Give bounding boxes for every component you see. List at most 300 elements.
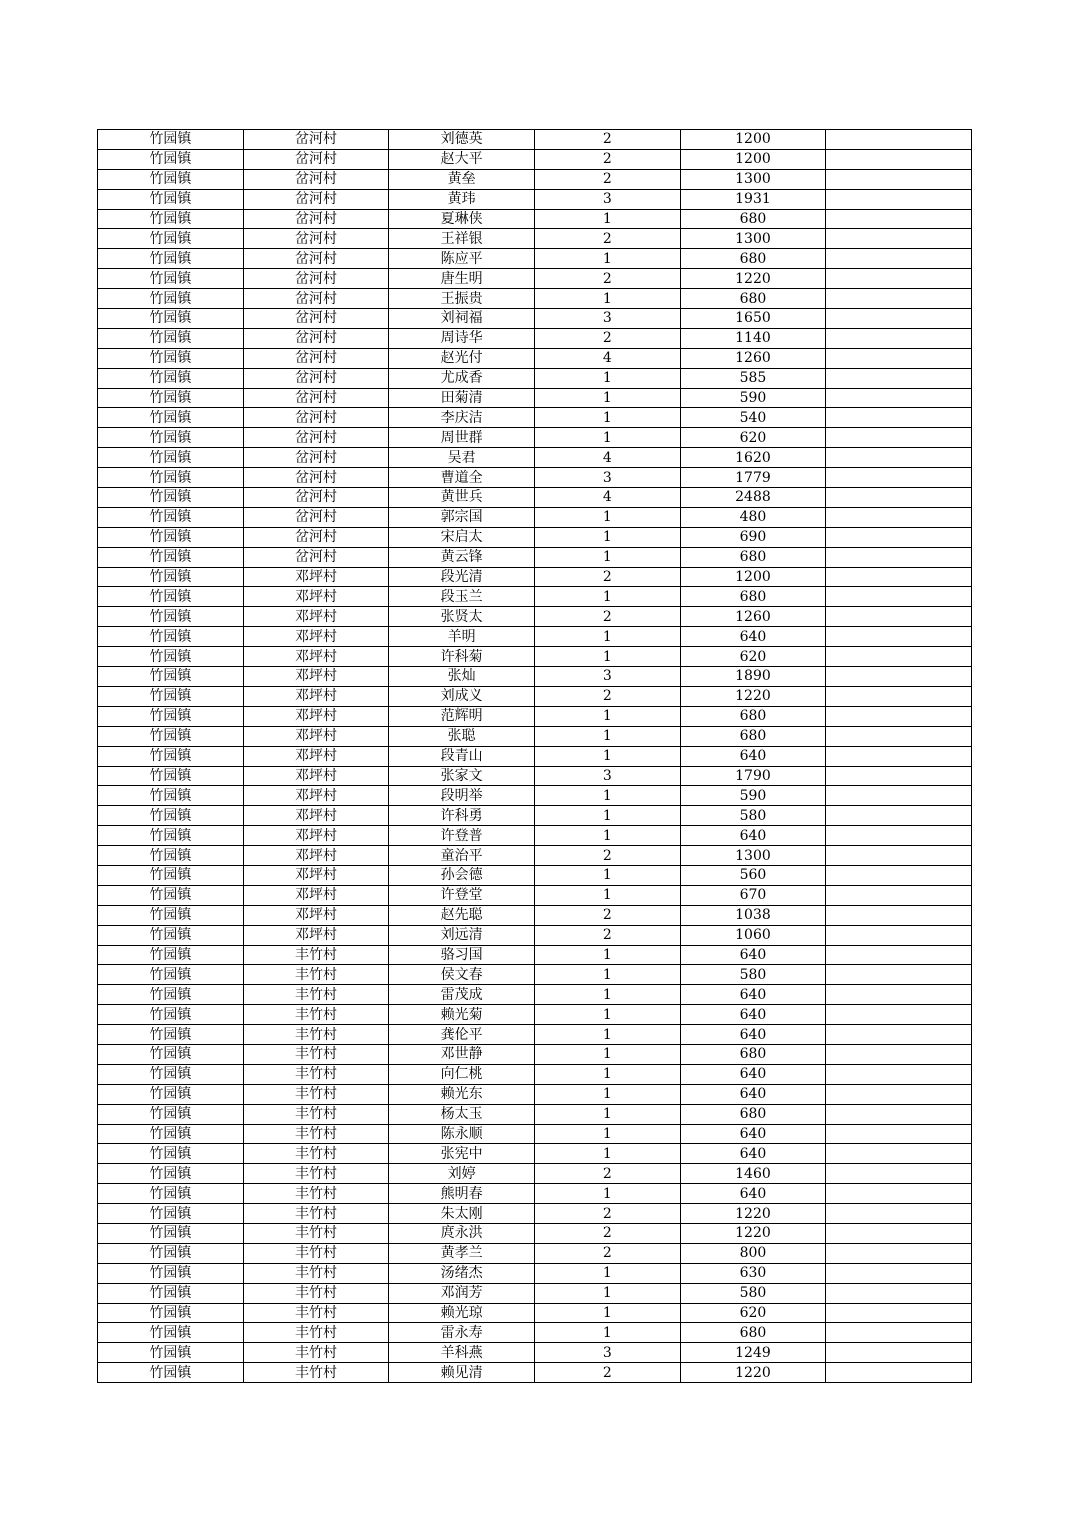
note-cell <box>826 169 972 189</box>
amount-cell: 1779 <box>680 468 826 488</box>
note-cell <box>826 567 972 587</box>
note-cell <box>826 309 972 329</box>
note-cell <box>826 428 972 448</box>
village-cell: 岔河村 <box>243 289 389 309</box>
village-cell: 邓坪村 <box>243 607 389 627</box>
household-size-cell: 4 <box>534 348 680 368</box>
table-row <box>98 1263 972 1283</box>
name-cell: 吴君 <box>389 448 535 468</box>
town-cell: 竹园镇 <box>98 1343 244 1363</box>
name-cell: 张灿 <box>389 667 535 687</box>
village-cell: 岔河村 <box>243 189 389 209</box>
town-cell: 竹园镇 <box>98 1064 244 1084</box>
village-cell: 丰竹村 <box>243 1144 389 1164</box>
amount-cell: 540 <box>680 408 826 428</box>
name-cell: 骆习国 <box>389 945 535 965</box>
table-row <box>98 746 972 766</box>
amount-cell: 1650 <box>680 309 826 329</box>
table-row <box>98 328 972 348</box>
table-row <box>98 1184 972 1204</box>
name-cell: 周诗华 <box>389 328 535 348</box>
note-cell <box>826 1184 972 1204</box>
town-cell: 竹园镇 <box>98 806 244 826</box>
town-cell: 竹园镇 <box>98 726 244 746</box>
household-size-cell: 1 <box>534 1303 680 1323</box>
note-cell <box>826 965 972 985</box>
town-cell: 竹园镇 <box>98 1124 244 1144</box>
town-cell: 竹园镇 <box>98 1144 244 1164</box>
household-size-cell: 1 <box>534 726 680 746</box>
amount-cell: 620 <box>680 647 826 667</box>
name-cell: 段玉兰 <box>389 587 535 607</box>
town-cell: 竹园镇 <box>98 766 244 786</box>
table-row <box>98 1343 972 1363</box>
village-cell: 岔河村 <box>243 348 389 368</box>
name-cell: 赖光琼 <box>389 1303 535 1323</box>
town-cell: 竹园镇 <box>98 130 244 150</box>
village-cell: 邓坪村 <box>243 786 389 806</box>
table-row <box>98 169 972 189</box>
village-cell: 丰竹村 <box>243 1044 389 1064</box>
name-cell: 向仁桃 <box>389 1064 535 1084</box>
name-cell: 许登堂 <box>389 885 535 905</box>
village-cell: 丰竹村 <box>243 1223 389 1243</box>
household-size-cell: 1 <box>534 249 680 269</box>
note-cell <box>826 1025 972 1045</box>
amount-cell: 690 <box>680 527 826 547</box>
amount-cell: 1038 <box>680 905 826 925</box>
household-size-cell: 1 <box>534 647 680 667</box>
note-cell <box>826 1303 972 1323</box>
name-cell: 田菊清 <box>389 388 535 408</box>
village-cell: 岔河村 <box>243 507 389 527</box>
note-cell <box>826 925 972 945</box>
amount-cell: 640 <box>680 627 826 647</box>
village-cell: 岔河村 <box>243 209 389 229</box>
village-cell: 岔河村 <box>243 149 389 169</box>
table-row <box>98 667 972 687</box>
household-size-cell: 1 <box>534 1064 680 1084</box>
table-row <box>98 627 972 647</box>
household-size-cell: 1 <box>534 507 680 527</box>
town-cell: 竹园镇 <box>98 1164 244 1184</box>
village-cell: 岔河村 <box>243 468 389 488</box>
town-cell: 竹园镇 <box>98 428 244 448</box>
village-cell: 丰竹村 <box>243 1064 389 1084</box>
household-size-cell: 1 <box>534 547 680 567</box>
village-cell: 邓坪村 <box>243 905 389 925</box>
amount-cell: 560 <box>680 865 826 885</box>
town-cell: 竹园镇 <box>98 925 244 945</box>
table-row <box>98 706 972 726</box>
note-cell <box>826 786 972 806</box>
table-row <box>98 1204 972 1224</box>
note-cell <box>826 388 972 408</box>
name-cell: 刘远清 <box>389 925 535 945</box>
amount-cell: 1220 <box>680 686 826 706</box>
table-row <box>98 826 972 846</box>
town-cell: 竹园镇 <box>98 249 244 269</box>
household-size-cell: 1 <box>534 289 680 309</box>
household-size-cell: 1 <box>534 965 680 985</box>
amount-cell: 585 <box>680 368 826 388</box>
table-row <box>98 1303 972 1323</box>
note-cell <box>826 289 972 309</box>
note-cell <box>826 348 972 368</box>
town-cell: 竹园镇 <box>98 1283 244 1303</box>
household-size-cell: 2 <box>534 1243 680 1263</box>
amount-cell: 1200 <box>680 567 826 587</box>
household-size-cell: 3 <box>534 766 680 786</box>
amount-cell: 680 <box>680 1104 826 1124</box>
name-cell: 曹道全 <box>389 468 535 488</box>
name-cell: 黄孝兰 <box>389 1243 535 1263</box>
amount-cell: 640 <box>680 945 826 965</box>
village-cell: 岔河村 <box>243 269 389 289</box>
household-size-cell: 1 <box>534 706 680 726</box>
note-cell <box>826 488 972 508</box>
household-size-cell: 1 <box>534 806 680 826</box>
town-cell: 竹园镇 <box>98 945 244 965</box>
household-size-cell: 1 <box>534 1283 680 1303</box>
household-size-cell: 2 <box>534 1363 680 1383</box>
note-cell <box>826 1323 972 1343</box>
table-row <box>98 1084 972 1104</box>
village-cell: 丰竹村 <box>243 1343 389 1363</box>
household-size-cell: 1 <box>534 627 680 647</box>
household-size-cell: 1 <box>534 408 680 428</box>
village-cell: 岔河村 <box>243 547 389 567</box>
name-cell: 张宪中 <box>389 1144 535 1164</box>
name-cell: 刘婷 <box>389 1164 535 1184</box>
name-cell: 尤成香 <box>389 368 535 388</box>
village-cell: 岔河村 <box>243 488 389 508</box>
village-cell: 岔河村 <box>243 448 389 468</box>
note-cell <box>826 726 972 746</box>
name-cell: 赖见清 <box>389 1363 535 1383</box>
amount-cell: 680 <box>680 1323 826 1343</box>
village-cell: 岔河村 <box>243 328 389 348</box>
note-cell <box>826 806 972 826</box>
note-cell <box>826 1064 972 1084</box>
village-cell: 邓坪村 <box>243 925 389 945</box>
name-cell: 雷永寿 <box>389 1323 535 1343</box>
town-cell: 竹园镇 <box>98 1363 244 1383</box>
table-row <box>98 428 972 448</box>
table-row <box>98 149 972 169</box>
village-cell: 岔河村 <box>243 527 389 547</box>
town-cell: 竹园镇 <box>98 468 244 488</box>
household-size-cell: 2 <box>534 130 680 150</box>
household-size-cell: 1 <box>534 1025 680 1045</box>
name-cell: 黄世兵 <box>389 488 535 508</box>
town-cell: 竹园镇 <box>98 189 244 209</box>
table-row <box>98 1005 972 1025</box>
name-cell: 赵光付 <box>389 348 535 368</box>
table-row <box>98 865 972 885</box>
table-row <box>98 1144 972 1164</box>
town-cell: 竹园镇 <box>98 209 244 229</box>
name-cell: 许科勇 <box>389 806 535 826</box>
amount-cell: 680 <box>680 289 826 309</box>
town-cell: 竹园镇 <box>98 667 244 687</box>
town-cell: 竹园镇 <box>98 388 244 408</box>
town-cell: 竹园镇 <box>98 607 244 627</box>
name-cell: 王祥银 <box>389 229 535 249</box>
household-size-cell: 4 <box>534 448 680 468</box>
table-row <box>98 587 972 607</box>
name-cell: 陈永顺 <box>389 1124 535 1144</box>
roster-table <box>97 129 972 1383</box>
amount-cell: 1620 <box>680 448 826 468</box>
table-row <box>98 1323 972 1343</box>
village-cell: 邓坪村 <box>243 806 389 826</box>
note-cell <box>826 945 972 965</box>
name-cell: 赖光菊 <box>389 1005 535 1025</box>
village-cell: 丰竹村 <box>243 1243 389 1263</box>
village-cell: 丰竹村 <box>243 1363 389 1383</box>
amount-cell: 580 <box>680 965 826 985</box>
household-size-cell: 2 <box>534 1204 680 1224</box>
village-cell: 丰竹村 <box>243 1263 389 1283</box>
village-cell: 丰竹村 <box>243 1164 389 1184</box>
town-cell: 竹园镇 <box>98 846 244 866</box>
amount-cell: 630 <box>680 1263 826 1283</box>
town-cell: 竹园镇 <box>98 865 244 885</box>
amount-cell: 680 <box>680 1044 826 1064</box>
amount-cell: 1220 <box>680 1204 826 1224</box>
table-row <box>98 209 972 229</box>
name-cell: 朱太刚 <box>389 1204 535 1224</box>
table-row <box>98 905 972 925</box>
town-cell: 竹园镇 <box>98 627 244 647</box>
amount-cell: 620 <box>680 428 826 448</box>
name-cell: 夏琳侠 <box>389 209 535 229</box>
name-cell: 黄云锋 <box>389 547 535 567</box>
household-size-cell: 2 <box>534 846 680 866</box>
household-size-cell: 3 <box>534 667 680 687</box>
household-size-cell: 2 <box>534 1164 680 1184</box>
town-cell: 竹园镇 <box>98 488 244 508</box>
amount-cell: 1200 <box>680 130 826 150</box>
note-cell <box>826 607 972 627</box>
town-cell: 竹园镇 <box>98 169 244 189</box>
amount-cell: 620 <box>680 1303 826 1323</box>
village-cell: 岔河村 <box>243 229 389 249</box>
note-cell <box>826 547 972 567</box>
town-cell: 竹园镇 <box>98 746 244 766</box>
town-cell: 竹园镇 <box>98 826 244 846</box>
town-cell: 竹园镇 <box>98 1303 244 1323</box>
note-cell <box>826 507 972 527</box>
town-cell: 竹园镇 <box>98 1104 244 1124</box>
household-size-cell: 1 <box>534 587 680 607</box>
note-cell <box>826 667 972 687</box>
town-cell: 竹园镇 <box>98 348 244 368</box>
table-row <box>98 388 972 408</box>
amount-cell: 680 <box>680 726 826 746</box>
household-size-cell: 1 <box>534 1323 680 1343</box>
table-row <box>98 965 972 985</box>
table-row <box>98 647 972 667</box>
name-cell: 邓世静 <box>389 1044 535 1064</box>
amount-cell: 1220 <box>680 269 826 289</box>
table-row <box>98 408 972 428</box>
town-cell: 竹园镇 <box>98 706 244 726</box>
table-row <box>98 885 972 905</box>
table-row <box>98 1104 972 1124</box>
town-cell: 竹园镇 <box>98 1323 244 1343</box>
household-size-cell: 2 <box>534 905 680 925</box>
name-cell: 雷茂成 <box>389 985 535 1005</box>
amount-cell: 1220 <box>680 1223 826 1243</box>
amount-cell: 640 <box>680 1124 826 1144</box>
name-cell: 黄垒 <box>389 169 535 189</box>
note-cell <box>826 1044 972 1064</box>
note-cell <box>826 368 972 388</box>
household-size-cell: 1 <box>534 885 680 905</box>
household-size-cell: 2 <box>534 169 680 189</box>
note-cell <box>826 209 972 229</box>
household-size-cell: 1 <box>534 826 680 846</box>
town-cell: 竹园镇 <box>98 448 244 468</box>
amount-cell: 640 <box>680 1064 826 1084</box>
town-cell: 竹园镇 <box>98 1184 244 1204</box>
name-cell: 陈应平 <box>389 249 535 269</box>
amount-cell: 680 <box>680 706 826 726</box>
household-size-cell: 1 <box>534 1144 680 1164</box>
note-cell <box>826 189 972 209</box>
amount-cell: 2488 <box>680 488 826 508</box>
village-cell: 岔河村 <box>243 428 389 448</box>
note-cell <box>826 985 972 1005</box>
note-cell <box>826 885 972 905</box>
amount-cell: 640 <box>680 1144 826 1164</box>
household-size-cell: 2 <box>534 269 680 289</box>
household-size-cell: 3 <box>534 468 680 488</box>
note-cell <box>826 1084 972 1104</box>
amount-cell: 1260 <box>680 348 826 368</box>
town-cell: 竹园镇 <box>98 1025 244 1045</box>
amount-cell: 1931 <box>680 189 826 209</box>
village-cell: 邓坪村 <box>243 706 389 726</box>
name-cell: 庹永洪 <box>389 1223 535 1243</box>
amount-cell: 1300 <box>680 846 826 866</box>
table-row <box>98 229 972 249</box>
village-cell: 丰竹村 <box>243 1323 389 1343</box>
name-cell: 赵大平 <box>389 149 535 169</box>
town-cell: 竹园镇 <box>98 1223 244 1243</box>
name-cell: 唐生明 <box>389 269 535 289</box>
town-cell: 竹园镇 <box>98 1243 244 1263</box>
name-cell: 刘德英 <box>389 130 535 150</box>
amount-cell: 640 <box>680 985 826 1005</box>
name-cell: 许登普 <box>389 826 535 846</box>
household-size-cell: 1 <box>534 1104 680 1124</box>
town-cell: 竹园镇 <box>98 587 244 607</box>
village-cell: 邓坪村 <box>243 587 389 607</box>
village-cell: 丰竹村 <box>243 1084 389 1104</box>
town-cell: 竹园镇 <box>98 786 244 806</box>
household-size-cell: 2 <box>534 686 680 706</box>
note-cell <box>826 149 972 169</box>
amount-cell: 580 <box>680 806 826 826</box>
table-row <box>98 1124 972 1144</box>
amount-cell: 670 <box>680 885 826 905</box>
amount-cell: 1890 <box>680 667 826 687</box>
note-cell <box>826 130 972 150</box>
name-cell: 段光清 <box>389 567 535 587</box>
household-size-cell: 2 <box>534 149 680 169</box>
table-row <box>98 1363 972 1383</box>
town-cell: 竹园镇 <box>98 507 244 527</box>
village-cell: 岔河村 <box>243 368 389 388</box>
name-cell: 龚伦平 <box>389 1025 535 1045</box>
village-cell: 邓坪村 <box>243 667 389 687</box>
amount-cell: 580 <box>680 1283 826 1303</box>
amount-cell: 480 <box>680 507 826 527</box>
name-cell: 羊科燕 <box>389 1343 535 1363</box>
village-cell: 丰竹村 <box>243 945 389 965</box>
name-cell: 赖光东 <box>389 1084 535 1104</box>
amount-cell: 680 <box>680 249 826 269</box>
household-size-cell: 1 <box>534 1005 680 1025</box>
note-cell <box>826 448 972 468</box>
name-cell: 范辉明 <box>389 706 535 726</box>
name-cell: 段明举 <box>389 786 535 806</box>
name-cell: 段青山 <box>389 746 535 766</box>
note-cell <box>826 1343 972 1363</box>
name-cell: 王振贵 <box>389 289 535 309</box>
amount-cell: 640 <box>680 826 826 846</box>
village-cell: 邓坪村 <box>243 627 389 647</box>
amount-cell: 1260 <box>680 607 826 627</box>
amount-cell: 1200 <box>680 149 826 169</box>
note-cell <box>826 229 972 249</box>
name-cell: 黄玮 <box>389 189 535 209</box>
note-cell <box>826 647 972 667</box>
village-cell: 丰竹村 <box>243 1184 389 1204</box>
table-row <box>98 348 972 368</box>
table-row <box>98 1164 972 1184</box>
name-cell: 汤绪杰 <box>389 1263 535 1283</box>
amount-cell: 1460 <box>680 1164 826 1184</box>
table-row <box>98 945 972 965</box>
household-size-cell: 1 <box>534 1263 680 1283</box>
note-cell <box>826 865 972 885</box>
amount-cell: 800 <box>680 1243 826 1263</box>
village-cell: 邓坪村 <box>243 826 389 846</box>
village-cell: 岔河村 <box>243 388 389 408</box>
town-cell: 竹园镇 <box>98 368 244 388</box>
town-cell: 竹园镇 <box>98 408 244 428</box>
household-size-cell: 1 <box>534 1184 680 1204</box>
amount-cell: 1790 <box>680 766 826 786</box>
household-size-cell: 2 <box>534 567 680 587</box>
amount-cell: 680 <box>680 209 826 229</box>
table-row <box>98 1223 972 1243</box>
table-row <box>98 468 972 488</box>
note-cell <box>826 269 972 289</box>
town-cell: 竹园镇 <box>98 149 244 169</box>
note-cell <box>826 249 972 269</box>
village-cell: 丰竹村 <box>243 1025 389 1045</box>
name-cell: 张贤太 <box>389 607 535 627</box>
table-row <box>98 130 972 150</box>
village-cell: 邓坪村 <box>243 686 389 706</box>
table-row <box>98 507 972 527</box>
name-cell: 侯文春 <box>389 965 535 985</box>
